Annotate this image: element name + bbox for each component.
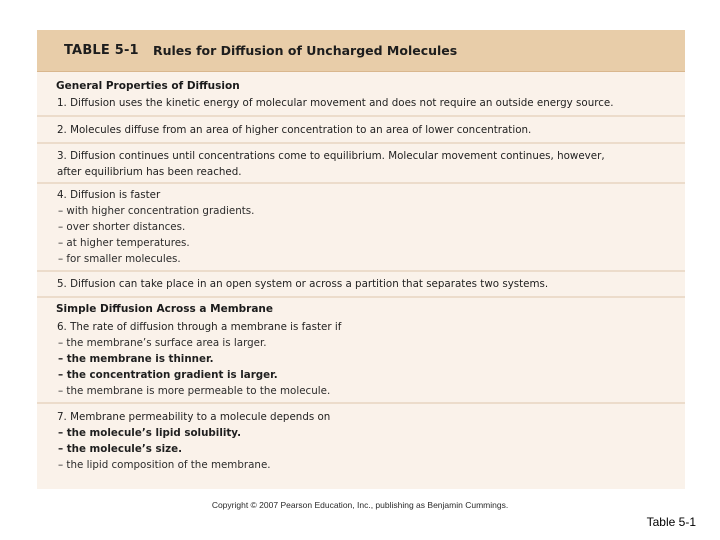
rule-text: after equilibrium has been reached. bbox=[57, 166, 242, 178]
table-header bbox=[37, 30, 685, 72]
divider bbox=[37, 182, 685, 184]
rule-5 bbox=[57, 276, 677, 292]
rule-subitem: – the membrane’s surface area is larger. bbox=[58, 337, 267, 349]
slide-caption: Table 5-1 bbox=[646, 515, 696, 529]
rule-subitem: – the molecule’s size. bbox=[58, 443, 182, 455]
rule-1 bbox=[57, 95, 677, 111]
divider bbox=[37, 296, 685, 298]
divider bbox=[37, 402, 685, 404]
rule-3 bbox=[57, 148, 677, 180]
section-heading: Simple Diffusion Across a Membrane bbox=[56, 303, 274, 315]
rule-text: 6. The rate of diffusion through a membrane is faster if bbox=[57, 321, 342, 333]
copyright-notice: Copyright © 2007 Pearson Education, Inc., publishing as Benjamin Cummings. bbox=[211, 500, 509, 510]
rule-7 bbox=[57, 409, 677, 473]
rule-subitem: – with higher concentration gradients. bbox=[58, 205, 255, 217]
rule-text: 4. Diffusion is faster bbox=[57, 189, 161, 201]
rule-subitem: – the membrane is thinner. bbox=[58, 353, 214, 365]
rule-text: 7. Membrane permeability to a molecule depends on bbox=[57, 411, 331, 423]
rule-subitem: – the lipid composition of the membrane. bbox=[58, 459, 271, 471]
divider bbox=[37, 270, 685, 272]
rule-subitem: – the membrane is more permeable to the molecule. bbox=[58, 385, 331, 397]
rule-subitem: – the concentration gradient is larger. bbox=[58, 369, 278, 381]
divider bbox=[37, 142, 685, 144]
rule-subitem: – the molecule’s lipid solubility. bbox=[58, 427, 241, 439]
rule-subitem: – for smaller molecules. bbox=[58, 253, 181, 265]
table-title: Rules for Diffusion of Uncharged Molecules bbox=[153, 43, 458, 58]
rule-6 bbox=[57, 319, 677, 399]
rule-text: 1. Diffusion uses the kinetic energy of molecular movement and does not require an outside energy source. bbox=[57, 97, 614, 109]
table-label: TABLE 5-1 bbox=[64, 43, 139, 58]
rule-text: 2. Molecules diffuse from an area of higher concentration to an area of lower concentration. bbox=[57, 124, 532, 136]
table-5-1 bbox=[37, 30, 685, 489]
rule-4 bbox=[57, 187, 677, 267]
rule-text: 5. Diffusion can take place in an open system or across a partition that separates two systems. bbox=[57, 278, 549, 290]
rule-text: 3. Diffusion continues until concentrations come to equilibrium. Molecular movement continues, however, bbox=[57, 150, 605, 162]
section-heading: General Properties of Diffusion bbox=[56, 80, 240, 92]
rule-subitem: – over shorter distances. bbox=[58, 221, 186, 233]
rule-subitem: – at higher temperatures. bbox=[58, 237, 190, 249]
rule-2 bbox=[57, 122, 677, 138]
divider bbox=[37, 115, 685, 117]
